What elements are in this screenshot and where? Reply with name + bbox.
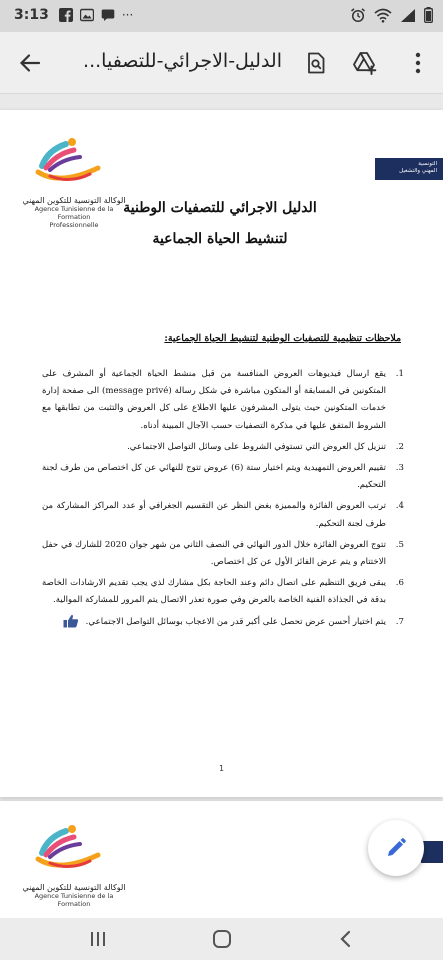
page-number: 1: [218, 764, 225, 773]
alarm-icon: [350, 7, 366, 23]
more-vert-icon: [415, 52, 421, 74]
back-button[interactable]: [12, 47, 48, 79]
note-item: [42, 366, 404, 435]
status-right: [350, 7, 433, 23]
title-line-1: الدليل الاجرائي للتصفيات الوطنية: [123, 200, 317, 216]
note-text: تنزيل كل العروض التي تستوفي الشروط على وسائل التواصل الاجتماعي.: [127, 441, 386, 452]
edit-pencil-icon: [385, 837, 407, 859]
add-to-drive-icon: [352, 51, 378, 75]
note-number: 1.: [395, 369, 404, 379]
thumbs-up-icon: [63, 614, 79, 628]
more-options-button[interactable]: [402, 48, 434, 78]
status-bar: [0, 0, 443, 32]
status-time: 3:13: [14, 7, 49, 23]
notes-list: [42, 366, 404, 635]
gallery-icon: [80, 8, 94, 22]
note-item: [42, 575, 404, 609]
signal-icon: [400, 8, 416, 23]
wifi-icon: [374, 8, 392, 23]
header-band-page-2: [421, 841, 443, 863]
home-button[interactable]: [202, 926, 242, 952]
note-number: 5.: [395, 539, 404, 550]
agency-name-ar: الوكالة التونسية للتكوين المهني: [22, 883, 126, 892]
note-number: 3.: [395, 463, 404, 474]
note-item: [42, 614, 404, 631]
back-nav-button[interactable]: [326, 926, 366, 952]
note-number: 2.: [395, 441, 404, 452]
note-text: ترتب العروض الفائزة والمميزة بغض النظر عن التقسيم الجغرافي أو عدد المراكز المشاركة من طرف لجنة التحكيم.: [42, 501, 386, 529]
recent-apps-button[interactable]: [78, 926, 118, 952]
title-line-2: لتنشيط الحياة الجماعية: [152, 231, 288, 247]
agency-name-fr-1: Agence Tunisienne de la Formation: [34, 892, 114, 909]
note-number: 4.: [395, 501, 404, 512]
agency-name-fr-1: Agence Tunisienne de la Formation: [34, 205, 114, 222]
document-main-title: [60, 193, 380, 255]
header-band: [375, 158, 443, 180]
agency-name-fr-2: Professionnelle: [49, 221, 99, 230]
arrow-back-icon: [19, 52, 41, 74]
note-text: يتم اختيار أحسن عرض تحصل على أكبر قدر من الاعجاب بوسائل التواصل الاجتماعي.: [85, 616, 386, 627]
note-text: يقع ارسال فيديوهات العروض المنافسة من قبل منشط الحياة الجماعية أو المشرف على المتكونين في المسابقة أو المتكون مباشرة في شكل رسالة (message privé) الى صفحة إدارة خدمات المتكونين حيث يتولى المشرفون عليها الاطلاع على كل العروض والتثبت من تطابقها مع الشروط المتفق عليها في مذكرة التصفيات حسب الآجال المبينة أدناه.: [42, 369, 386, 431]
agency-name-ar: الوكالة التونسية للتكوين المهني: [22, 196, 126, 205]
document-title: الدليل-الاجرائي-للتصفيا...: [83, 50, 282, 72]
app-bar: [0, 32, 443, 94]
note-item: [42, 460, 404, 494]
note-number: 7.: [395, 616, 404, 627]
find-in-page-icon: [306, 52, 326, 74]
notification-icons: [59, 8, 133, 22]
home-icon: [212, 929, 232, 949]
recent-apps-icon: [89, 930, 107, 948]
agency-logo-page-2: [20, 819, 128, 908]
note-item: [42, 439, 404, 456]
search-button[interactable]: [300, 48, 332, 78]
battery-icon: [424, 7, 433, 23]
add-to-drive-button[interactable]: [349, 48, 381, 78]
agency-logo-icon: [20, 819, 128, 877]
note-item: [42, 537, 404, 571]
agency-logo-icon: [20, 132, 128, 190]
note-item: [42, 498, 404, 532]
note-text: يبقى فريق التنظيم على اتصال دائم وعند الحاجة بكل مشارك لذي يجب تقديم الارشادات الخاصة بدقة في الجذاذة الفنية الخاصة بالعرض وفي صورة تعذر الاتصال يتم المرور للمشاركة الموالية.: [42, 578, 386, 606]
notes-heading: ملاحظات تنظيمية للتصفيات الوطنية لتنشيط الحياة الجماعية:: [164, 333, 401, 344]
note-text: تتوج العروض الفائزة خلال الدور النهائي في النصف الثاني من شهر جوان 2020 للشارك في حفل الاختتام و يتم عرض الفائز الأول عن كل اختصاص.: [42, 539, 386, 568]
facebook-icon: [59, 8, 73, 22]
note-number: 6.: [395, 578, 404, 589]
header-band-line2: المهني والتشغيل: [399, 167, 437, 174]
status-left: [14, 7, 133, 23]
message-icon: [101, 8, 115, 22]
document-page: [0, 110, 443, 797]
edit-fab-button[interactable]: [368, 820, 424, 876]
system-nav-bar: [0, 918, 443, 960]
header-band-line1: التونسية: [418, 161, 437, 167]
chevron-left-icon: [339, 930, 353, 948]
more-notifications-icon: ···: [121, 8, 134, 22]
note-text: تقييم العروض التمهيدية ويتم اختيار ستة (6) عروض تتوج للنهائي عن كل اختصاص من طرف لجنة التحكيم.: [42, 463, 386, 491]
